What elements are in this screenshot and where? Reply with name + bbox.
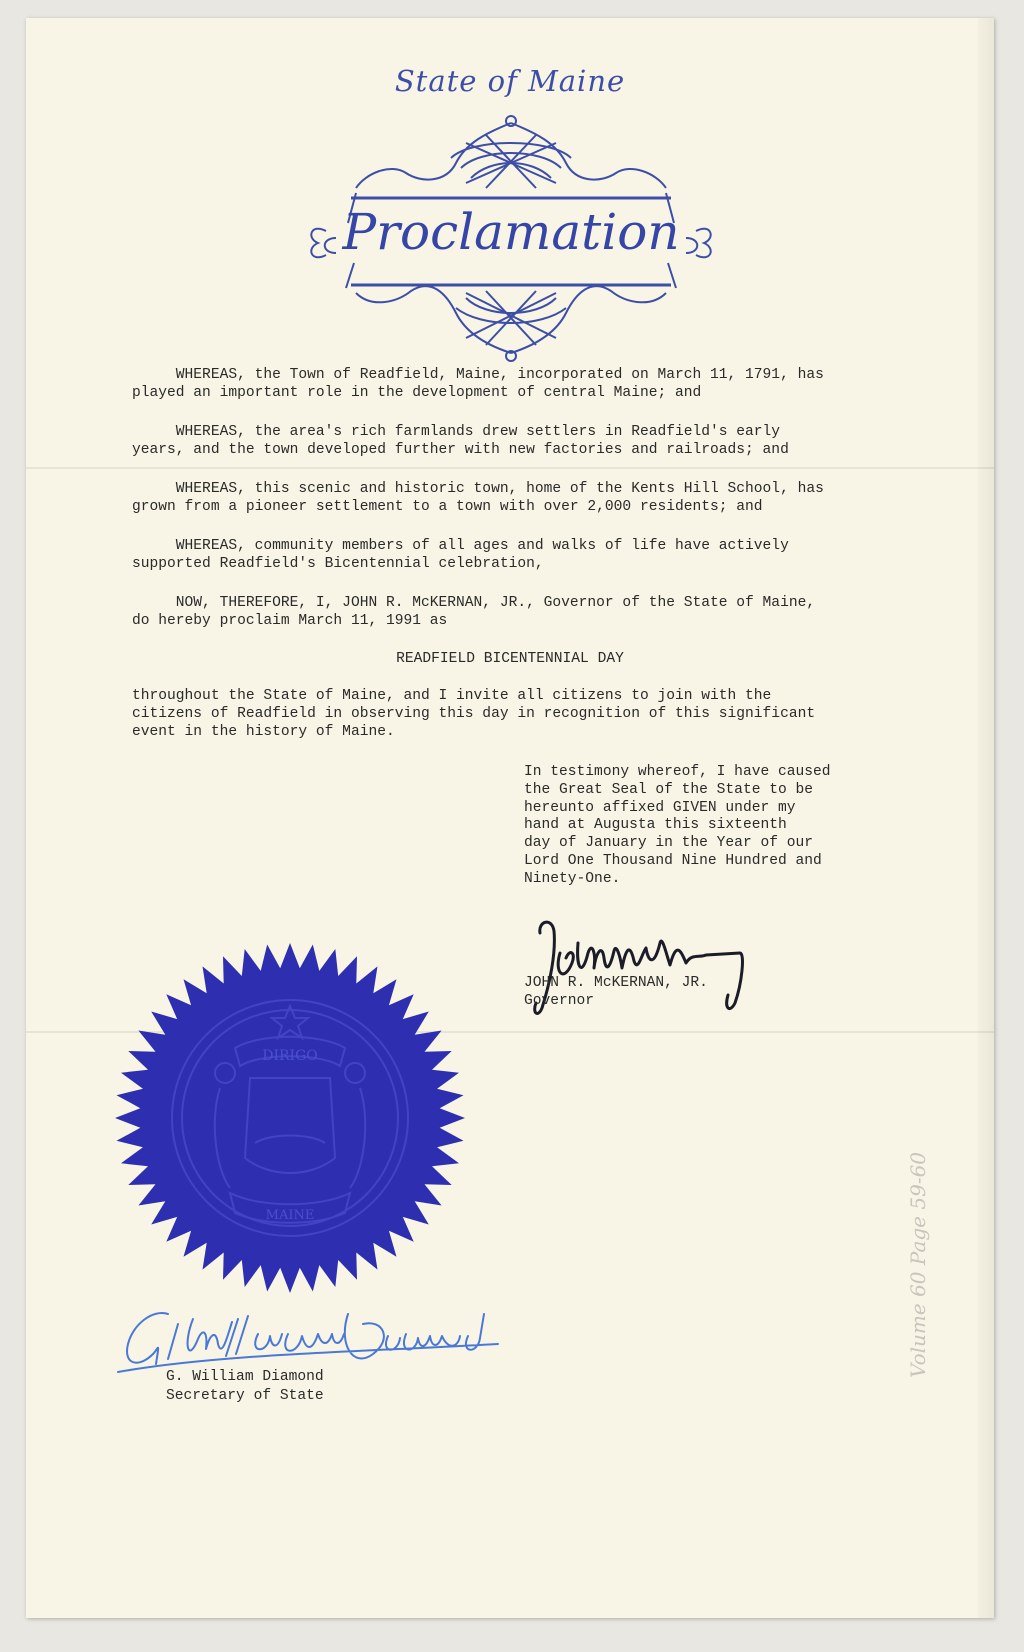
margin-pencil-note: Volume 60 Page 59-60 bbox=[906, 1151, 930, 1378]
whereas-paragraph-1: WHEREAS, the Town of Readfield, Maine, incorporated on March 11, 1791, has played an important role in the development of central Maine; and bbox=[132, 367, 824, 401]
proclamation-title: Proclamation bbox=[342, 203, 680, 261]
whereas-paragraph-2: WHEREAS, the area's rich farmlands drew settlers in Readfield's early years, and the town developed further with new factories and railroads; and bbox=[132, 424, 789, 458]
paper-edge-shadow bbox=[978, 18, 994, 1618]
testimony-block: In testimony whereof, I have caused the Great Seal of the State to be hereunto affixed GIVEN under my hand at Augusta this sixteenth day of January in the Year of our Lord One Thousand Nine Hundred and Ninety-One. bbox=[524, 764, 831, 887]
proclaimed-day-title: READFIELD BICENTENNIAL DAY bbox=[396, 651, 624, 667]
whereas-paragraph-3: WHEREAS, this scenic and historic town, home of the Kents Hill School, has grown from a pioneer settlement to a town with over 2,000 residents; and bbox=[132, 481, 824, 515]
invitation-paragraph: throughout the State of Maine, and I invite all citizens to join with the citizens of Readfield in observing this day in recognition of this significant event in the history of Maine. bbox=[132, 688, 816, 740]
great-seal bbox=[110, 938, 470, 1298]
seal-starburst-icon bbox=[115, 943, 465, 1293]
secretary-name: G. William Diamond Secretary of State bbox=[166, 1369, 324, 1404]
seal-state-label: MAINE bbox=[265, 1208, 315, 1223]
governor-name: JOHN R. McKERNAN, JR. Governor bbox=[524, 975, 708, 1009]
fold-line bbox=[26, 467, 994, 469]
seal-motto: DIRIGO bbox=[262, 1048, 318, 1064]
whereas-paragraph-4: WHEREAS, community members of all ages and walks of life have actively supported Readfield's Bicentennial celebration, bbox=[132, 538, 789, 572]
state-title: State of Maine bbox=[394, 64, 626, 98]
proclamation-ornament bbox=[296, 113, 726, 363]
proclamation-sheet bbox=[26, 18, 994, 1618]
therefore-paragraph: NOW, THEREFORE, I, JOHN R. McKERNAN, JR., Governor of the State of Maine, do hereby proclaim March 11, 1991 as bbox=[132, 595, 816, 629]
